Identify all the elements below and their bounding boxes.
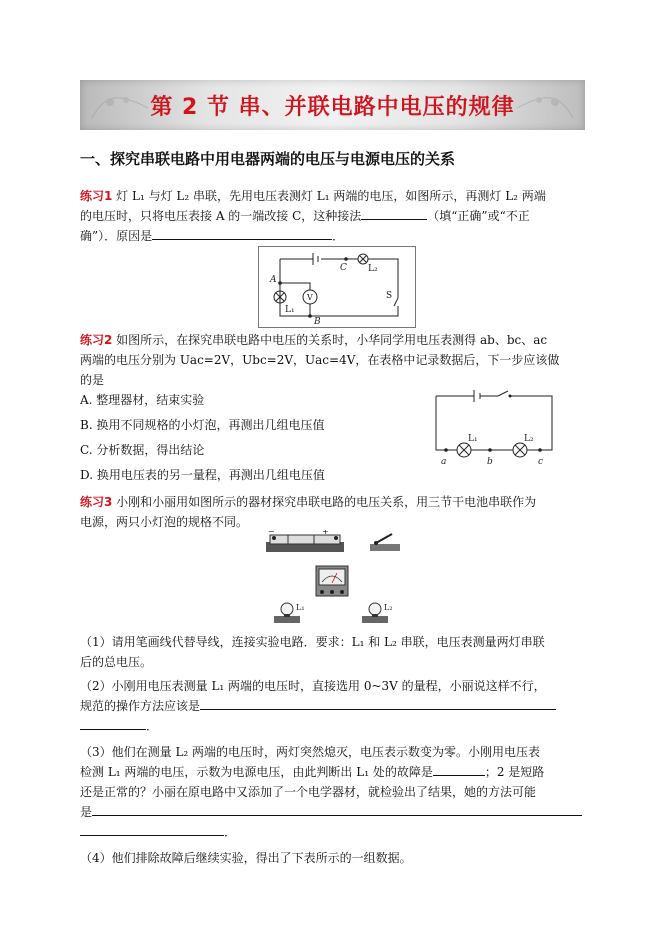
exercise-text: 两端的电压分别为 Uac=2V，Ubc=2V，Uac=4V，在表格中记录数据后，下一步应该做 — [80, 353, 560, 367]
section-title-banner — [80, 80, 585, 130]
question-1: （1）请用笔画线代替导线，连接实验电路．要求：L₁ 和 L₂ 串联，电压表测量两灯串联 — [80, 635, 545, 649]
question-3: ． — [224, 825, 237, 839]
voltmeter-label: V — [307, 293, 313, 302]
exercise-text: ． — [332, 229, 345, 243]
figure-label: L₁ — [285, 305, 295, 315]
option-a[interactable]: A. 整理器材，结束实验 — [80, 393, 205, 407]
exercise-label: 练习1 — [80, 189, 113, 203]
exercise-3-questions — [80, 632, 585, 868]
question-2: ． — [146, 719, 159, 733]
circuit-figure-2 — [432, 388, 556, 468]
figure-label: + — [322, 530, 329, 536]
section-heading: 一、探究串联电路中用电器两端的电压与电源电压的关系 — [80, 150, 456, 168]
question-2: （2）小刚用电压表测量 L₁ 两端的电压时，直接选用 0~3V 的量程，小丽说这样不行， — [80, 679, 546, 693]
figure-label: c — [538, 457, 544, 467]
figure-label: S — [386, 291, 393, 301]
exercise-text: 电源，两只小灯泡的规格不同。 — [80, 515, 249, 529]
figure-label: L₁ — [296, 603, 305, 612]
figure-label: C — [340, 263, 347, 273]
figure-label: L₂ — [524, 434, 534, 444]
battery-box-icon — [266, 535, 344, 552]
figure-label: B — [314, 317, 321, 327]
answer-blank[interactable] — [92, 803, 582, 816]
figure-label: L₂ — [384, 603, 393, 612]
question-2: 规范的操作方法应该是 — [80, 699, 201, 713]
voltmeter-icon — [316, 566, 348, 596]
apparatus-figure — [258, 530, 408, 630]
question-3: （3）他们在测量 L₂ 两端的电压时，两灯突然熄灭，电压表示数变为零。小刚用电压表 — [80, 745, 541, 759]
figure-label: A — [270, 275, 277, 285]
exercise-label: 练习2 — [80, 333, 113, 347]
exercise-text: 灯 L₁ 与灯 L₂ 串联，先用电压表测灯 L₁ 两端的电压，如图所示，再测灯 L₂ 两端 — [112, 189, 546, 203]
exercise-text: 的电压时，只将电压表接 A 的一端改接 C，这种接法 — [80, 209, 362, 223]
option-d[interactable]: D. 换用电压表的另一量程，再测出几组电压值 — [80, 468, 325, 482]
exercise-text: 小刚和小丽用如图所示的器材探究串联电路的电压关系，用三节干电池串联作为 — [112, 495, 537, 509]
question-4: （4）他们排除故障后继续实验，得出了下表所示的一组数据。 — [80, 851, 412, 865]
exercise-text: （填“正确”或“不正 — [427, 209, 530, 223]
figure-label: L₂ — [368, 264, 378, 274]
exercise-2 — [80, 330, 585, 390]
exercise-text: 如图所示，在探究串联电路中电压的关系时，小华同学用电压表测得 ab、bc、ac — [112, 333, 548, 347]
answer-blank[interactable] — [80, 717, 146, 730]
option-c[interactable]: C. 分析数据，得出结论 — [80, 443, 205, 457]
option-b[interactable]: B. 换用不同规格的小灯泡，再测出几组电压值 — [80, 418, 325, 432]
exercise-text: 的是 — [80, 373, 105, 387]
figure-label: L₁ — [468, 434, 478, 444]
figure-label: b — [487, 457, 493, 467]
question-3: 检测 L₁ 两端的电压，示数为电源电压，由此判断出 L₁ 处的故障是 — [80, 765, 433, 779]
answer-blank[interactable] — [80, 823, 224, 836]
question-3: ；2 是短路 — [484, 765, 545, 779]
exercise-text: 确”）．原因是 — [80, 229, 153, 243]
answer-blank[interactable] — [152, 227, 332, 240]
question-1: 后的总电压。 — [80, 655, 153, 669]
answer-blank[interactable] — [361, 207, 427, 220]
figure-label: a — [441, 457, 447, 467]
question-3: 是 — [80, 805, 93, 819]
answer-blank[interactable] — [200, 697, 556, 710]
exercise-3 — [80, 492, 585, 532]
section-title: 第 2 节 串、并联电路中电压的规律 — [150, 95, 515, 120]
exercise-label: 练习3 — [80, 495, 113, 509]
exercise-1 — [80, 186, 585, 246]
answer-blank[interactable] — [433, 763, 485, 776]
question-3: 还是正常的？小丽在原电路中又添加了一个电学器材，就检验出了结果，她的方法可能 — [80, 785, 537, 799]
figure-label: − — [268, 530, 275, 536]
circuit-figure-1 — [258, 246, 416, 328]
switch-icon — [370, 534, 400, 551]
